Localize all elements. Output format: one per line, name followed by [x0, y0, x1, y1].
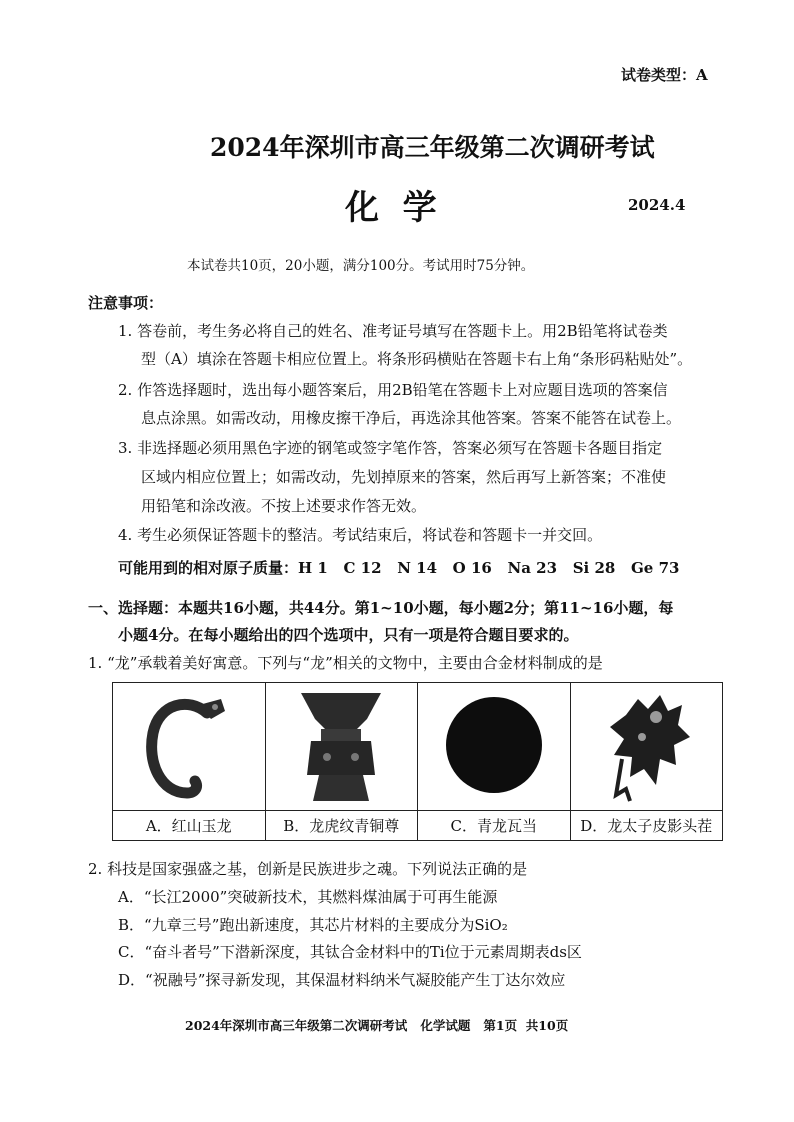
page-footer: 2024年深圳市高三年级第二次调研考试 化学试题 第1页 共10页 — [185, 1018, 569, 1033]
subject-title: 化 学 — [345, 188, 437, 228]
question-1-options-table — [112, 682, 723, 841]
notice-line: 区域内相应位置上；如需改动，先划掉原来的答案，然后再写上新答案；不准使 — [141, 468, 667, 486]
question-1-stem: 1. “龙”承载着美好寓意。下列与“龙”相关的文物中，主要由合金材料制成的是 — [88, 654, 603, 672]
option-a-label: A．红山玉龙 — [113, 811, 266, 841]
notice-line: 型（A）填涂在答题卡相应位置上。将条形码横贴在答题卡右上角“条形码粘贴处”。 — [141, 350, 693, 368]
section-heading: 一、选择题：本题共16小题，共44分。第1~10小题，每小题2分；第11~16小题，每 — [88, 599, 674, 617]
atomic-masses: 可能用到的相对原子质量：H 1 C 12 N 14 O 16 Na 23 Si 28 Ge 73 — [118, 559, 680, 577]
option-b-image — [265, 683, 418, 811]
notice-line: 4. 考生必须保证答题卡的整洁。考试结束后，将试卷和答题卡一并交回。 — [118, 526, 603, 544]
exam-summary: 本试卷共10页，20小题，满分100分。考试用时75分钟。 — [187, 258, 535, 274]
option-b-label: B．龙虎纹青铜尊 — [265, 811, 418, 841]
exam-title: 2024年深圳市高三年级第二次调研考试 — [210, 133, 655, 162]
roof-tile-image — [434, 685, 554, 805]
option-d-image — [570, 683, 723, 811]
jade-dragon-image — [129, 685, 249, 805]
option-c-image — [418, 683, 571, 811]
notice-line: 息点涂黑。如需改动，用橡皮擦干净后，再选涂其他答案。答案不能答在试卷上。 — [141, 409, 682, 427]
notice-line: 1. 答卷前，考生务必将自己的姓名、准考证号填写在答题卡上。用2B铅笔将试卷类 — [118, 322, 668, 340]
bronze-zun-image — [281, 685, 401, 805]
exam-date: 2024.4 — [628, 196, 686, 214]
question-2-option-c: C．“奋斗者号”下潜新深度，其钛合金材料中的Ti位于元素周期表ds区 — [118, 943, 582, 961]
shadow-puppet-image — [586, 685, 706, 805]
option-a-image — [113, 683, 266, 811]
question-2-option-b: B．“九章三号”跑出新速度，其芯片材料的主要成分为SiO₂ — [118, 916, 508, 934]
paper-type: 试卷类型：A — [621, 66, 708, 84]
notice-line: 3. 非选择题必须用黑色字迹的钢笔或签字笔作答，答案必须写在答题卡各题目指定 — [118, 439, 663, 457]
question-2-option-d: D．“祝融号”探寻新发现，其保温材料纳米气凝胶能产生丁达尔效应 — [118, 971, 566, 989]
section-heading-cont: 小题4分。在每小题给出的四个选项中，只有一项是符合题目要求的。 — [118, 626, 579, 644]
question-2-stem: 2. 科技是国家强盛之基，创新是民族进步之魂。下列说法正确的是 — [88, 860, 528, 878]
question-2-option-a: A．“长江2000”突破新技术，其燃料煤油属于可再生能源 — [118, 888, 498, 906]
notice-line: 用铅笔和涂改液。不按上述要求作答无效。 — [141, 497, 427, 515]
notice-line: 2. 作答选择题时，选出每小题答案后，用2B铅笔在答题卡上对应题目选项的答案信 — [118, 381, 668, 399]
option-c-label: C．青龙瓦当 — [418, 811, 571, 841]
option-d-label: D．龙太子皮影头茬 — [570, 811, 723, 841]
notice-heading: 注意事项： — [88, 294, 164, 312]
